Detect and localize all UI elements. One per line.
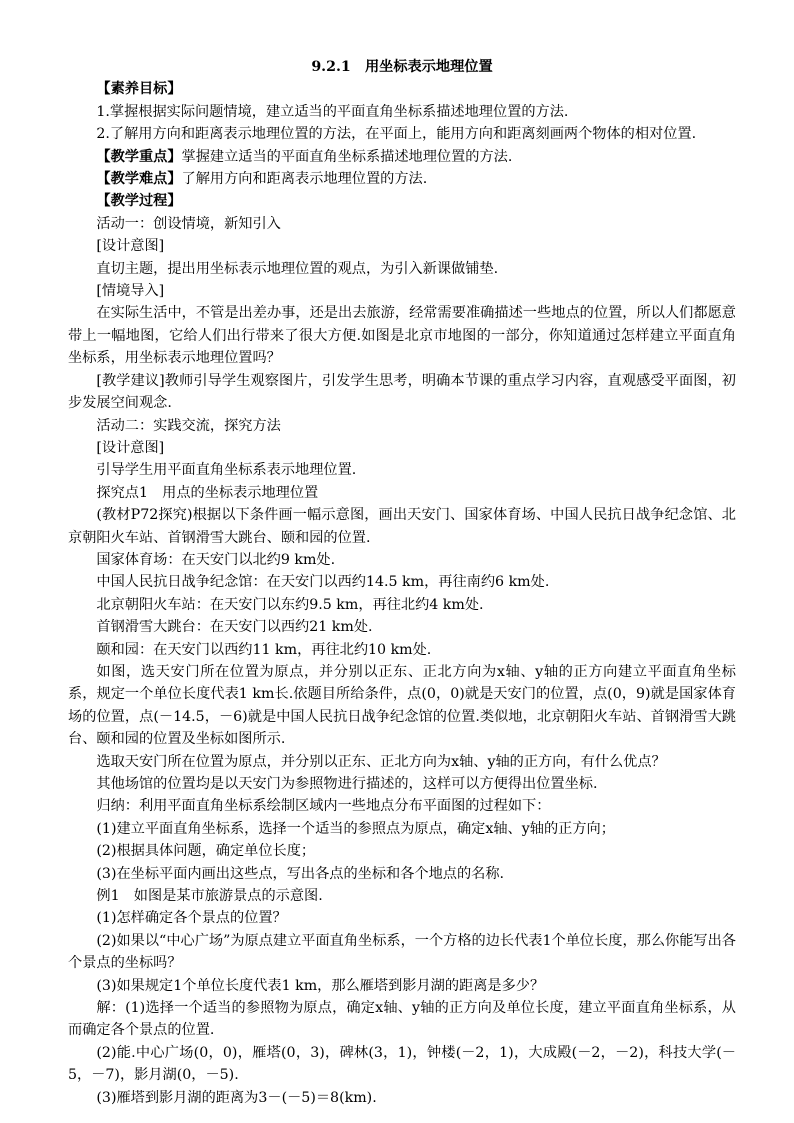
paragraph-text: (3)在坐标平面内画出这些点，写出各点的坐标和各个地点的名称. (96, 865, 505, 882)
paragraph-text: 如图，选天安门所在位置为原点，并分别以正东、正北方向为x轴、y轴的正方向建立平面直角坐标系，规定一个单位长度代表1 km长.依题目所给条件，点(0，0)就是天安门的位置，点(0，9)就是国家体育场的位置，点(－14.5，－6)就是中国人民抗日战争纪念馆的位置.类似地，北京朝阳火车站、首钢滑雪大跳台、颐和园的位置及坐标如图所示. (68, 663, 736, 748)
paragraph-text: (3)如果规定1个单位长度代表1 km，那么雁塔到影月湖的距离是多少？ (96, 977, 545, 994)
paragraph-text: 掌握建立适当的平面直角坐标系描述地理位置的方法. (181, 148, 513, 165)
paragraph (68, 280, 736, 302)
document-page (68, 56, 736, 1109)
paragraph (68, 773, 736, 795)
paragraph (68, 190, 736, 212)
page-title: 9.2.1 用坐标表示地理位置 (311, 59, 493, 75)
paragraph-text: 选取天安门所在位置为原点，并分别以正东、正北方向为x轴、y轴的正方向，有什么优点？ (96, 753, 666, 770)
paragraph-text: 解：(1)选择一个适当的参照物为原点，确定x轴、y轴的正方向及单位长度，建立平面直角坐标系，从而确定各个景点的位置. (68, 1000, 736, 1039)
paragraph-text: 北京朝阳火车站：在天安门以东约9.5 km，再往北约4 km处. (96, 596, 484, 613)
paragraph (68, 594, 736, 616)
paragraph-text: 1.掌握根据实际问题情境，建立适当的平面直角坐标系描述地理位置的方法. (96, 103, 569, 120)
paragraph-text: 例1 如图是某市旅游景点的示意图. (96, 888, 323, 905)
paragraph-text: 引导学生用平面直角坐标系表示地理位置. (96, 462, 357, 479)
paragraph-text: 首钢滑雪大跳台：在天安门以西约21 km处. (96, 619, 373, 636)
paragraph-text: 活动二：实践交流，探究方法 (96, 417, 281, 434)
paragraph-text: (3)雁塔到影月湖的距离为3－(－5)＝8(km). (96, 1089, 377, 1106)
paragraph (68, 549, 736, 571)
paragraph (68, 840, 736, 862)
paragraph-text: 归纳：利用平面直角坐标系绘制区域内一些地点分布平面图的过程如下： (96, 798, 551, 815)
paragraph (68, 302, 736, 369)
paragraph (68, 907, 736, 929)
paragraph-text: 中国人民抗日战争纪念馆：在天安门以西约14.5 km，再往南约6 km处. (96, 574, 550, 591)
paragraph (68, 213, 736, 235)
paragraph (68, 146, 736, 168)
paragraph (68, 101, 736, 123)
section-label: 【教学过程】 (96, 193, 182, 210)
paragraph-text: [情境导入] (96, 283, 165, 300)
paragraph (68, 885, 736, 907)
paragraph-text: 探究点1 用点的坐标表示地理位置 (96, 484, 319, 501)
paragraph (68, 459, 736, 481)
paragraph-text: 直切主题，提出用坐标表示地理位置的观点，为引入新课做铺垫. (96, 260, 499, 277)
paragraph (68, 504, 736, 549)
paragraph (68, 370, 736, 415)
paragraph (68, 571, 736, 593)
paragraph-text: (2)根据具体问题，确定单位长度； (96, 843, 316, 860)
paragraph-text: [教学建议]教师引导学生观察图片，引发学生思考，明确本节课的重点学习内容，直观感受平面图，初步发展空间观念. (68, 372, 736, 412)
paragraph (68, 616, 736, 638)
paragraph (68, 795, 736, 817)
paragraph (68, 751, 736, 773)
paragraph (68, 997, 736, 1042)
section-label: 【素养目标】 (96, 81, 182, 98)
paragraph (68, 168, 736, 190)
paragraph (68, 1042, 736, 1087)
paragraph-text: 2.了解用方向和距离表示地理位置的方法，在平面上，能用方向和距离刻画两个物体的相对位置. (96, 126, 697, 143)
paragraph (68, 123, 736, 145)
document-body (68, 78, 736, 1109)
paragraph-text: 了解用方向和距离表示地理位置的方法. (181, 171, 428, 188)
paragraph (68, 975, 736, 997)
paragraph (68, 818, 736, 840)
paragraph (68, 235, 736, 257)
paragraph-text: (2)如果以“中心广场”为原点建立平面直角坐标系，一个方格的边长代表1个单位长度，那么你能写出各个景点的坐标吗？ (68, 932, 736, 972)
paragraph-text: (1)建立平面直角坐标系，选择一个适当的参照点为原点，确定x轴、y轴的正方向； (96, 820, 615, 837)
paragraph (68, 482, 736, 504)
paragraph-text: 颐和园：在天安门以西约11 km，再往北约10 km处. (96, 641, 432, 658)
paragraph (68, 437, 736, 459)
paragraph (68, 863, 736, 885)
paragraph-text: (1)怎样确定各个景点的位置？ (96, 910, 287, 927)
paragraph-text: [设计意图] (96, 238, 165, 255)
paragraph-text: 在实际生活中，不管是出差办事，还是出去旅游，经常需要准确描述一些地点的位置，所以人们都愿意带上一幅地图，它给人们出行带来了很大方便.如图是北京市地图的一部分，你知道通过怎样建立平面直角坐标系，用坐标表示地理位置吗？ (68, 305, 736, 367)
paragraph (68, 78, 736, 100)
paragraph-text: (2)能.中心广场(0，0)，雁塔(0，3)，碑林(3，1)，钟楼(－2，1)，大成殿(－2，－2)，科技大学(－5，－7)，影月湖(0，－5). (68, 1044, 736, 1084)
paragraph (68, 639, 736, 661)
paragraph-text: 活动一：创设情境，新知引入 (96, 215, 281, 232)
paragraph (68, 1087, 736, 1109)
paragraph (68, 258, 736, 280)
section-label: 【教学难点】 (96, 171, 182, 188)
paragraph (68, 930, 736, 975)
paragraph-text: 国家体育场：在天安门以北约9 km处. (96, 551, 336, 568)
section-label: 【教学重点】 (96, 148, 182, 165)
paragraph-text: [设计意图] (96, 439, 165, 456)
paragraph-text: 其他场馆的位置均是以天安门为参照物进行描述的，这样可以方便得出位置坐标. (96, 776, 598, 792)
paragraph (68, 661, 736, 751)
paragraph-text: (教材P72探究)根据以下条件画一幅示意图，画出天安门、国家体育场、中国人民抗日战争纪念馆、北京朝阳火车站、首钢滑雪大跳台、颐和园的位置. (68, 507, 736, 546)
paragraph (68, 415, 736, 437)
